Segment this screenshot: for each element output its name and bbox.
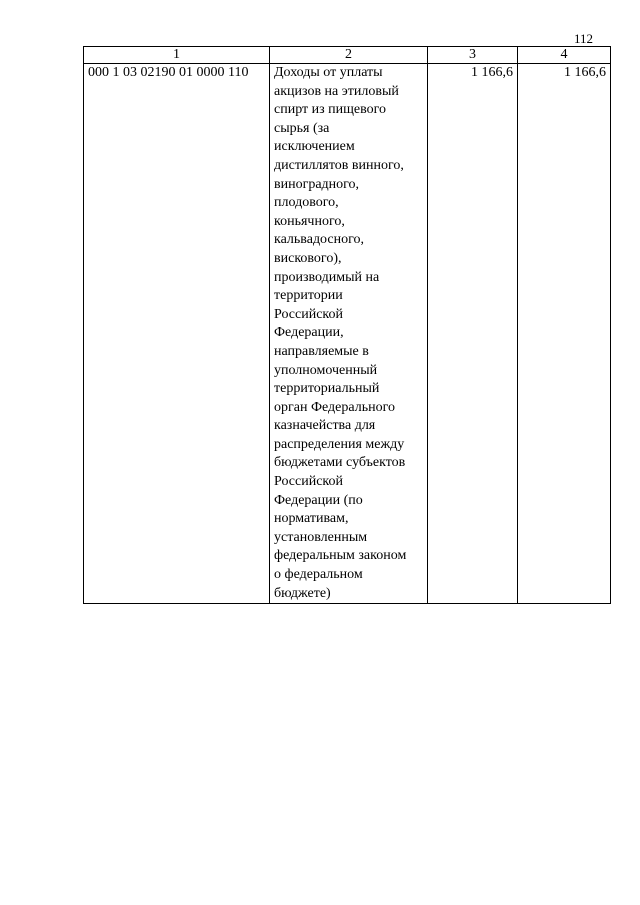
revenue-name-line: распределения между <box>274 436 405 452</box>
revenue-name-line: территории <box>274 288 343 304</box>
column-header-1: 1 <box>84 47 270 64</box>
revenue-name-line: о федеральном <box>274 567 363 583</box>
revenue-name-line: уполномоченный <box>274 362 378 378</box>
revenue-name-line: территориальный <box>274 381 380 397</box>
revenue-name-line: плодового, <box>274 195 339 211</box>
revenue-name-line: виноградного, <box>274 176 360 192</box>
revenue-name-line: направляемые в <box>274 343 369 359</box>
revenue-name-line: дистиллятов винного, <box>274 157 404 173</box>
revenue-name-line: кальвадосного, <box>274 232 365 248</box>
revenue-name-line: Федерации (по <box>274 492 363 508</box>
revenue-name-line: казначейства для <box>274 418 376 434</box>
revenue-name-line: акцизов на этиловый <box>274 83 399 99</box>
revenue-name-line: бюджете) <box>274 585 331 601</box>
revenue-name-line: Российской <box>274 474 343 490</box>
revenue-code-cell: 000 1 03 02190 01 0000 110 <box>84 64 270 604</box>
column-header-2: 2 <box>270 47 428 64</box>
revenue-name-line: бюджетами субъектов <box>274 455 406 471</box>
column-header-4: 4 <box>518 47 611 64</box>
revenue-name-line: нормативам, <box>274 511 349 527</box>
value-col-3-cell: 1 166,6 <box>428 64 518 604</box>
revenue-name-line: Российской <box>274 306 343 322</box>
revenue-name-line: Доходы от уплаты <box>274 65 383 80</box>
revenue-name-line: Федерации, <box>274 325 344 341</box>
revenue-name-line: сырья (за <box>274 120 330 136</box>
revenue-name-line: производимый на <box>274 269 380 285</box>
column-header-3: 3 <box>428 47 518 64</box>
table-row <box>84 64 611 604</box>
page-number: 112 <box>573 31 593 46</box>
budget-table <box>83 46 611 604</box>
revenue-name-line: орган Федерального <box>274 399 395 415</box>
revenue-name-line: вискового), <box>274 250 342 266</box>
revenue-name-line: федеральным законом <box>274 548 407 564</box>
revenue-name-line: коньячного, <box>274 213 345 229</box>
revenue-name-line: установленным <box>274 529 368 545</box>
revenue-name-line: спирт из пищевого <box>274 102 387 118</box>
table-header-row <box>84 47 611 64</box>
revenue-name-cell <box>270 64 428 604</box>
revenue-name-line: исключением <box>274 139 355 155</box>
value-col-4-cell: 1 166,6 <box>518 64 611 604</box>
